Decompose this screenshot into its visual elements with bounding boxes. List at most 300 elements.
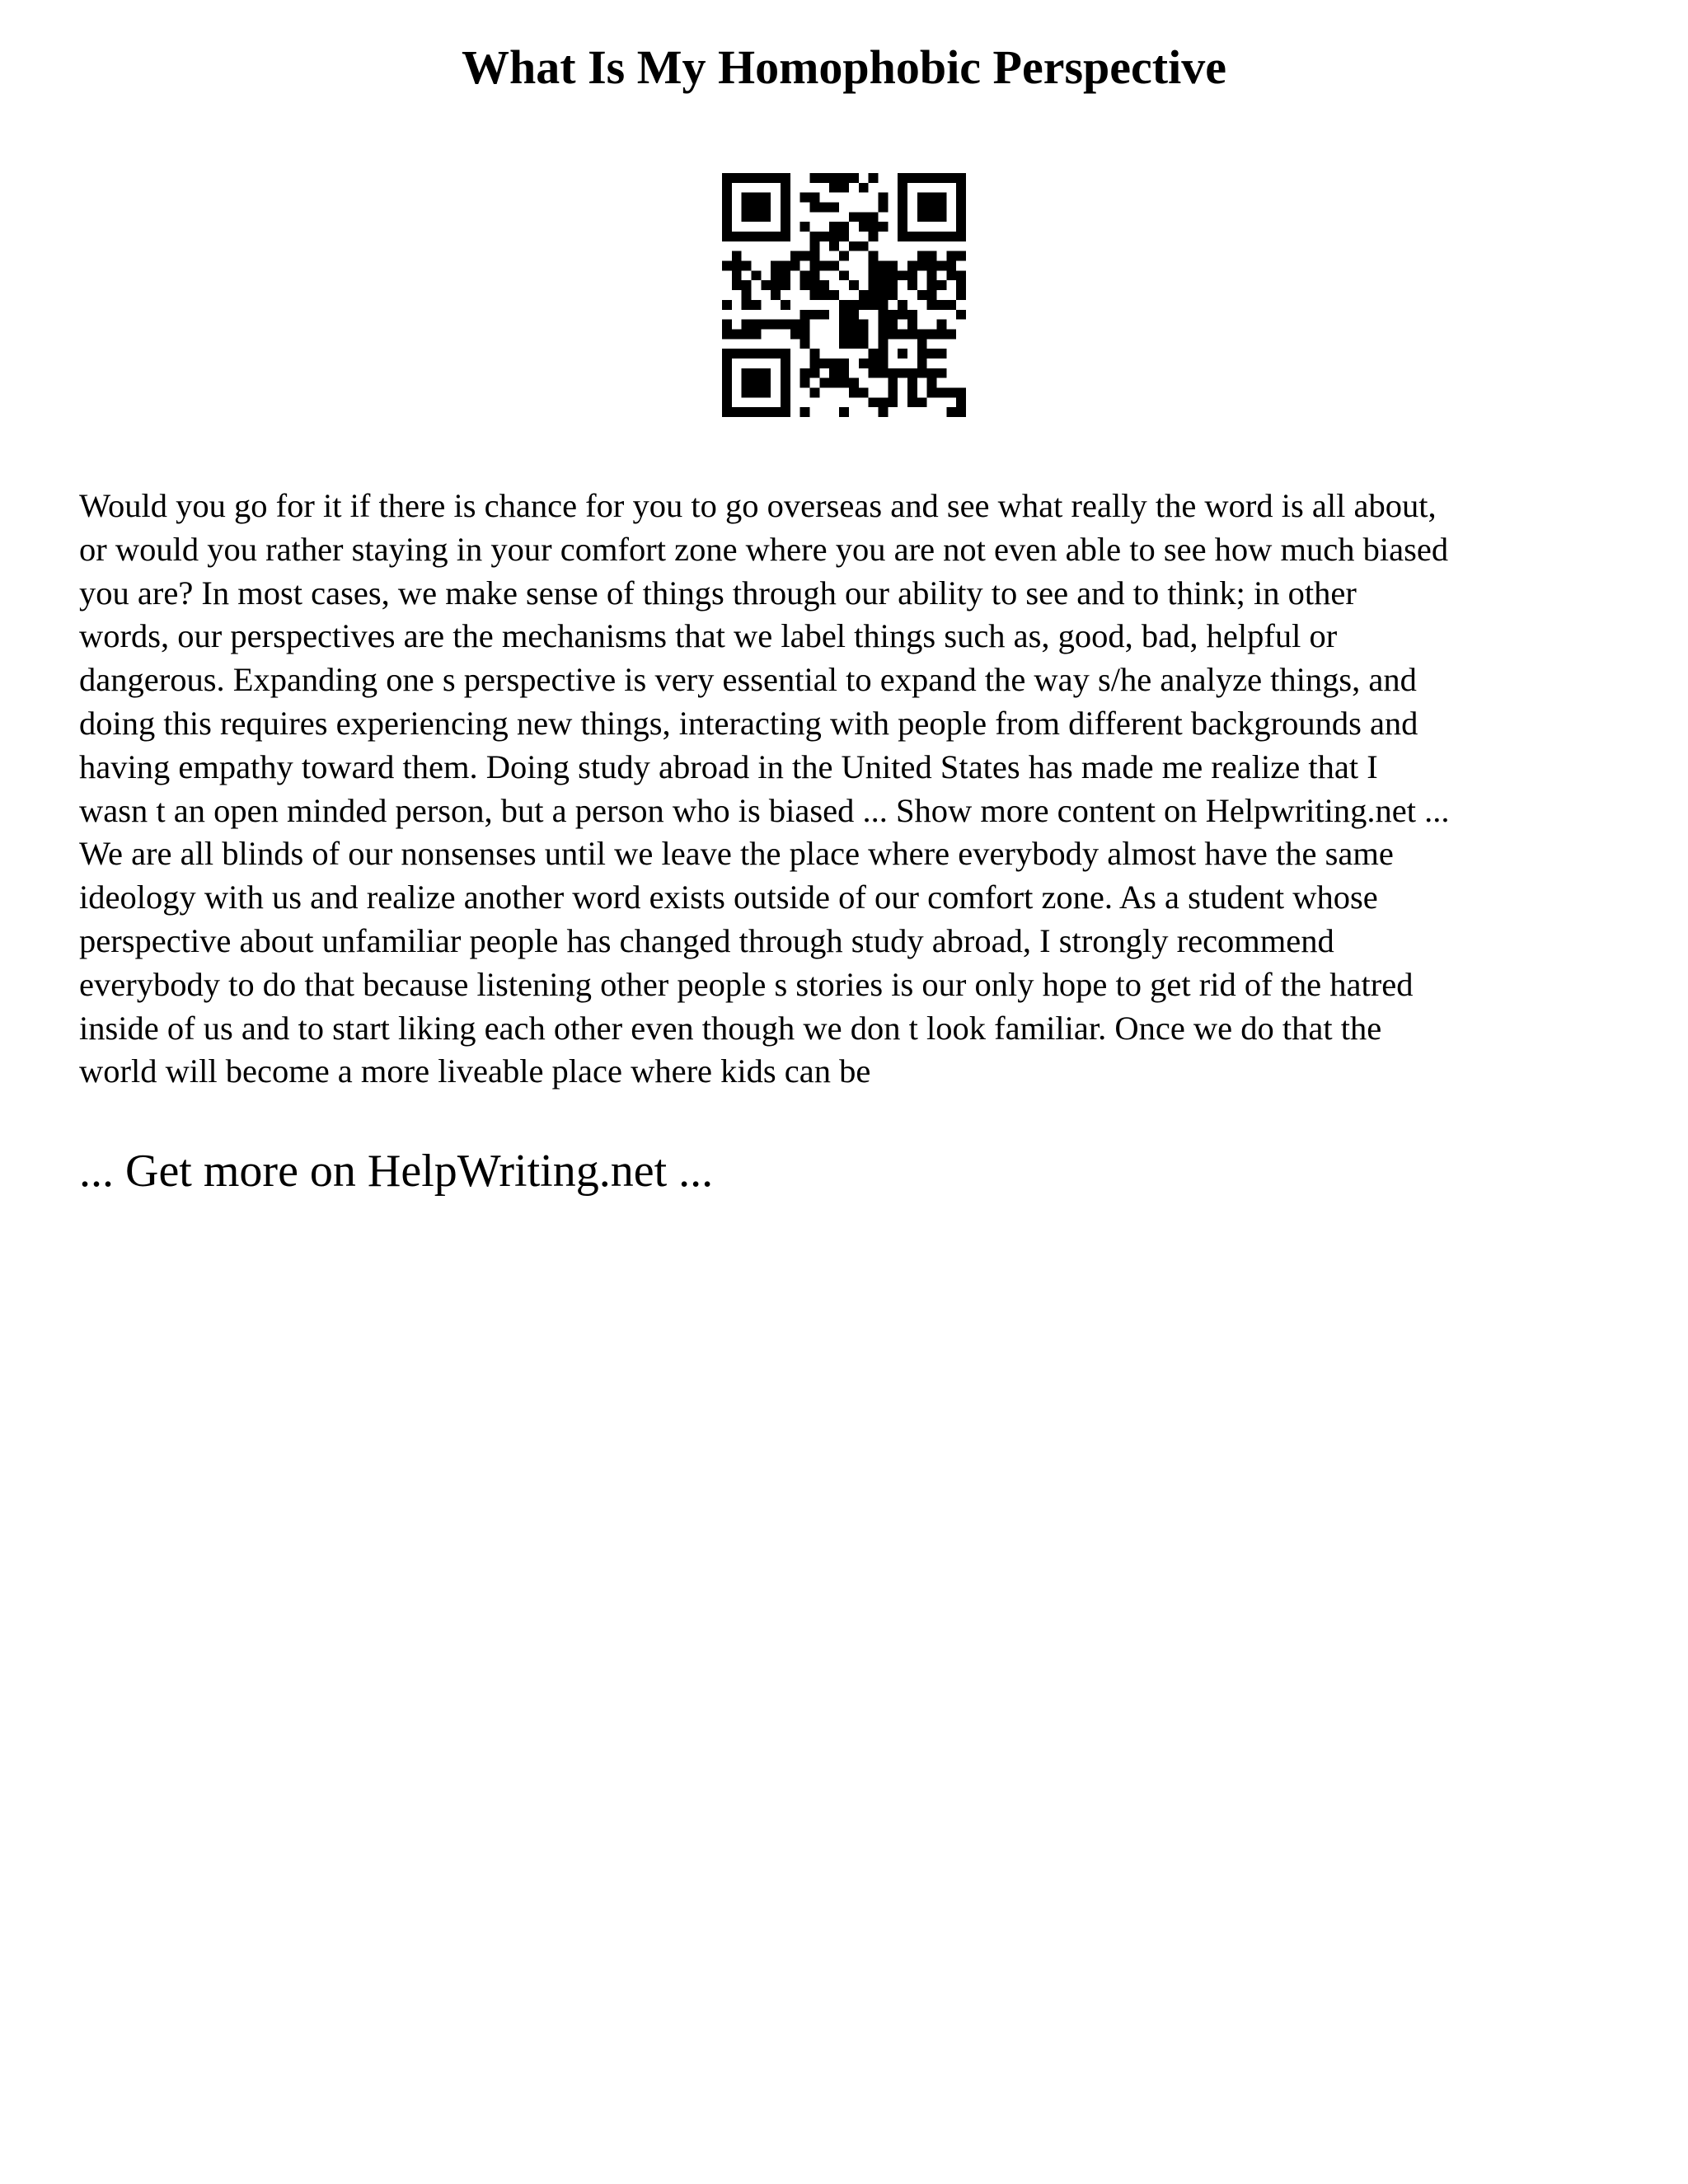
- qr-module: [917, 339, 927, 349]
- qr-module: [956, 290, 966, 300]
- qr-module: [849, 280, 859, 290]
- qr-module: [898, 300, 907, 310]
- qr-code-image: [722, 173, 966, 417]
- qr-module: [800, 222, 810, 232]
- qr-module: [859, 329, 869, 339]
- qr-module: [859, 320, 869, 330]
- qr-module: [752, 378, 762, 388]
- qr-module: [771, 290, 781, 300]
- qr-module: [810, 280, 820, 290]
- qr-module: [917, 173, 927, 183]
- qr-module: [927, 270, 937, 280]
- qr-module: [722, 320, 732, 330]
- qr-module: [888, 329, 898, 339]
- qr-module: [839, 173, 849, 183]
- qr-module: [936, 173, 946, 183]
- qr-module: [917, 251, 927, 261]
- qr-module: [752, 300, 762, 310]
- qr-module: [829, 368, 839, 378]
- qr-module: [839, 320, 849, 330]
- qr-module: [869, 359, 879, 368]
- qr-module: [878, 397, 888, 407]
- qr-module: [810, 368, 820, 378]
- qr-module: [946, 261, 956, 271]
- qr-module: [849, 320, 859, 330]
- qr-module: [907, 232, 917, 241]
- qr-module: [927, 193, 937, 203]
- qr-module: [956, 212, 966, 222]
- body-line: having empathy toward them. Doing study abroad in the United States has made me realize that I: [79, 748, 1378, 785]
- qr-module: [888, 387, 898, 397]
- qr-module: [898, 349, 907, 359]
- qr-module: [781, 368, 790, 378]
- qr-module: [869, 300, 879, 310]
- qr-module: [888, 290, 898, 300]
- qr-module: [878, 320, 888, 330]
- qr-module: [839, 222, 849, 232]
- qr-module: [781, 222, 790, 232]
- qr-module: [722, 173, 732, 183]
- qr-module: [869, 397, 879, 407]
- qr-module: [946, 407, 956, 417]
- qr-module: [819, 310, 829, 320]
- qr-module: [936, 232, 946, 241]
- qr-module: [752, 329, 762, 339]
- qr-module: [781, 349, 790, 359]
- qr-module: [771, 280, 781, 290]
- qr-module: [859, 359, 869, 368]
- qr-module: [761, 387, 771, 397]
- qr-module: [956, 387, 966, 397]
- qr-module: [800, 280, 810, 290]
- qr-module: [936, 212, 946, 222]
- qr-module: [781, 397, 790, 407]
- body-line: doing this requires experiencing new things, interacting with people from different backgrounds and: [79, 704, 1418, 742]
- qr-module: [888, 320, 898, 330]
- qr-module: [761, 320, 771, 330]
- qr-module: [869, 349, 879, 359]
- qr-module: [800, 378, 810, 388]
- qr-code: [722, 173, 966, 417]
- qr-module: [946, 232, 956, 241]
- qr-module: [742, 232, 752, 241]
- qr-module: [869, 280, 879, 290]
- qr-module: [771, 261, 781, 271]
- qr-module: [917, 261, 927, 271]
- qr-module: [907, 378, 917, 388]
- qr-module: [859, 222, 869, 232]
- qr-module: [878, 300, 888, 310]
- qr-module: [878, 270, 888, 280]
- qr-module: [819, 173, 829, 183]
- qr-module: [927, 173, 937, 183]
- qr-module: [849, 378, 859, 388]
- qr-module: [722, 212, 732, 222]
- qr-module: [956, 251, 966, 261]
- qr-module: [878, 310, 888, 320]
- qr-module: [907, 280, 917, 290]
- qr-module: [956, 270, 966, 280]
- qr-module: [956, 203, 966, 213]
- qr-module: [878, 193, 888, 203]
- qr-module: [742, 349, 752, 359]
- qr-module: [829, 359, 839, 368]
- qr-module: [732, 329, 742, 339]
- qr-module: [888, 310, 898, 320]
- qr-module: [878, 203, 888, 213]
- qr-module: [839, 378, 849, 388]
- qr-module: [752, 203, 762, 213]
- qr-module: [907, 261, 917, 271]
- qr-module: [956, 183, 966, 193]
- qr-module: [829, 290, 839, 300]
- qr-module: [732, 173, 742, 183]
- qr-module: [781, 183, 790, 193]
- qr-module: [752, 349, 762, 359]
- qr-module: [956, 193, 966, 203]
- qr-module: [907, 310, 917, 320]
- body-line: perspective about unfamiliar people has changed through study abroad, I strongly recommend: [79, 921, 1334, 959]
- qr-module: [781, 193, 790, 203]
- qr-module: [956, 173, 966, 183]
- qr-module: [878, 407, 888, 417]
- qr-module: [849, 329, 859, 339]
- qr-module: [829, 261, 839, 271]
- qr-module: [742, 387, 752, 397]
- qr-module: [722, 368, 732, 378]
- body-line: everybody to do that because listening other people s stories is our only hope to get rid of the hatred: [79, 965, 1414, 1003]
- qr-module: [898, 193, 907, 203]
- qr-module: [888, 368, 898, 378]
- qr-module: [917, 349, 927, 359]
- qr-module: [761, 173, 771, 183]
- qr-module: [761, 378, 771, 388]
- qr-module: [849, 212, 859, 222]
- qr-module: [761, 280, 771, 290]
- qr-module: [742, 329, 752, 339]
- qr-module: [819, 232, 829, 241]
- qr-module: [790, 261, 800, 271]
- qr-module: [878, 261, 888, 271]
- qr-module: [917, 290, 927, 300]
- qr-module: [732, 251, 742, 261]
- qr-module: [878, 368, 888, 378]
- qr-module: [742, 203, 752, 213]
- qr-module: [761, 212, 771, 222]
- qr-module: [742, 300, 752, 310]
- qr-module: [732, 349, 742, 359]
- qr-module: [829, 241, 839, 251]
- qr-module: [732, 280, 742, 290]
- qr-module: [898, 222, 907, 232]
- qr-module: [859, 290, 869, 300]
- body-line: words, our perspectives are the mechanisms that we label things such as, good, bad, helpful or: [79, 617, 1338, 655]
- qr-module: [810, 173, 820, 183]
- qr-module: [898, 203, 907, 213]
- qr-module: [790, 251, 800, 261]
- qr-module: [742, 320, 752, 330]
- qr-module: [722, 222, 732, 232]
- qr-module: [936, 349, 946, 359]
- qr-module: [927, 378, 937, 388]
- qr-module: [927, 349, 937, 359]
- qr-module: [819, 378, 829, 388]
- qr-module: [849, 310, 859, 320]
- qr-module: [722, 203, 732, 213]
- qr-module: [917, 193, 927, 203]
- qr-module: [936, 387, 946, 397]
- qr-module: [869, 270, 879, 280]
- qr-module: [722, 232, 732, 241]
- qr-module: [888, 270, 898, 280]
- qr-module: [752, 270, 762, 280]
- body-line: dangerous. Expanding one s perspective is very essential to expand the way s/he analyze things, and: [79, 661, 1417, 699]
- qr-module: [829, 222, 839, 232]
- qr-module: [732, 407, 742, 417]
- qr-module: [742, 368, 752, 378]
- qr-module: [732, 270, 742, 280]
- qr-module: [936, 193, 946, 203]
- qr-module: [946, 173, 956, 183]
- qr-module: [800, 270, 810, 280]
- qr-module: [781, 203, 790, 213]
- qr-module: [722, 183, 732, 193]
- qr-module: [790, 320, 800, 330]
- qr-module: [722, 378, 732, 388]
- qr-module: [917, 203, 927, 213]
- qr-module: [907, 270, 917, 280]
- qr-module: [829, 378, 839, 388]
- qr-module: [917, 359, 927, 368]
- qr-module: [839, 368, 849, 378]
- qr-module: [742, 378, 752, 388]
- qr-module: [839, 270, 849, 280]
- qr-module: [829, 183, 839, 193]
- qr-module: [742, 173, 752, 183]
- qr-module: [869, 261, 879, 271]
- qr-module: [849, 339, 859, 349]
- qr-module: [771, 407, 781, 417]
- qr-module: [752, 320, 762, 330]
- qr-module: [859, 300, 869, 310]
- body-line: inside of us and to start liking each other even though we don t look familiar. Once we do that the: [79, 1009, 1382, 1047]
- qr-module: [810, 241, 820, 251]
- qr-module: [936, 280, 946, 290]
- qr-module: [878, 339, 888, 349]
- qr-module: [761, 232, 771, 241]
- qr-module: [800, 368, 810, 378]
- qr-module: [752, 387, 762, 397]
- qr-module: [869, 232, 879, 241]
- qr-module: [732, 232, 742, 241]
- qr-module: [936, 203, 946, 213]
- qr-module: [869, 251, 879, 261]
- qr-module: [878, 329, 888, 339]
- qr-module: [742, 212, 752, 222]
- qr-module: [742, 407, 752, 417]
- qr-module: [839, 359, 849, 368]
- qr-module: [878, 359, 888, 368]
- qr-module: [839, 251, 849, 261]
- qr-module: [907, 329, 917, 339]
- qr-module: [859, 241, 869, 251]
- qr-module: [810, 251, 820, 261]
- get-more-link[interactable]: ... Get more on HelpWriting.net ...: [79, 1146, 714, 1197]
- qr-module: [946, 300, 956, 310]
- qr-module: [927, 251, 937, 261]
- qr-module: [956, 397, 966, 407]
- qr-module: [888, 280, 898, 290]
- qr-module: [927, 212, 937, 222]
- qr-module: [742, 290, 752, 300]
- qr-module: [810, 387, 820, 397]
- qr-module: [936, 368, 946, 378]
- qr-module: [907, 387, 917, 397]
- qr-module: [800, 339, 810, 349]
- body-line: you are? In most cases, we make sense of things through our ability to see and to think; in other: [79, 574, 1357, 612]
- qr-module: [869, 222, 879, 232]
- qr-module: [771, 232, 781, 241]
- qr-module: [810, 203, 820, 213]
- qr-module: [819, 290, 829, 300]
- qr-module: [917, 212, 927, 222]
- qr-module: [927, 300, 937, 310]
- qr-module: [800, 329, 810, 339]
- qr-module: [917, 329, 927, 339]
- qr-module: [722, 329, 732, 339]
- qr-module: [800, 251, 810, 261]
- qr-module: [722, 359, 732, 368]
- qr-module: [859, 212, 869, 222]
- qr-module: [956, 222, 966, 232]
- qr-module: [722, 349, 732, 359]
- qr-module: [771, 270, 781, 280]
- qr-module: [722, 193, 732, 203]
- qr-module: [781, 232, 790, 241]
- qr-module: [839, 232, 849, 241]
- qr-module: [771, 349, 781, 359]
- qr-module: [771, 320, 781, 330]
- qr-module: [800, 193, 810, 203]
- body-line: world will become a more liveable place where kids can be: [79, 1052, 871, 1090]
- qr-module: [956, 310, 966, 320]
- qr-module: [839, 300, 849, 310]
- qr-module: [810, 359, 820, 368]
- body-paragraph: [79, 485, 1629, 1094]
- qr-module: [781, 173, 790, 183]
- qr-module: [869, 212, 879, 222]
- qr-module: [849, 300, 859, 310]
- qr-module: [917, 397, 927, 407]
- qr-module: [839, 183, 849, 193]
- qr-module: [781, 261, 790, 271]
- qr-module: [859, 339, 869, 349]
- qr-module: [761, 368, 771, 378]
- qr-module: [810, 290, 820, 300]
- qr-module: [898, 310, 907, 320]
- qr-module: [781, 359, 790, 368]
- qr-module: [898, 368, 907, 378]
- qr-module: [927, 232, 937, 241]
- qr-module: [946, 387, 956, 397]
- qr-module: [761, 203, 771, 213]
- qr-module: [752, 193, 762, 203]
- qr-module: [829, 203, 839, 213]
- qr-module: [849, 387, 859, 397]
- qr-module: [781, 320, 790, 330]
- page-title: What Is My Homophobic Perspective: [462, 40, 1226, 94]
- qr-module: [869, 290, 879, 300]
- qr-module: [800, 310, 810, 320]
- qr-module: [752, 407, 762, 417]
- qr-module: [722, 407, 732, 417]
- qr-module: [839, 329, 849, 339]
- qr-module: [810, 232, 820, 241]
- body-line: wasn t an open minded person, but a person who is biased ... Show more content on Helpwriting.net ...: [79, 791, 1450, 829]
- qr-module: [781, 300, 790, 310]
- qr-module: [781, 212, 790, 222]
- qr-module: [956, 407, 966, 417]
- qr-module: [742, 280, 752, 290]
- qr-module: [878, 280, 888, 290]
- qr-module: [849, 241, 859, 251]
- qr-module: [927, 280, 937, 290]
- qr-module: [761, 407, 771, 417]
- body-line: ideology with us and realize another word exists outside of our comfort zone. As a student whose: [79, 879, 1378, 916]
- qr-module: [936, 300, 946, 310]
- qr-module: [907, 397, 917, 407]
- qr-module: [781, 270, 790, 280]
- qr-module: [839, 339, 849, 349]
- qr-module: [761, 193, 771, 203]
- qr-module: [810, 193, 820, 203]
- qr-module: [956, 232, 966, 241]
- qr-module: [781, 378, 790, 388]
- qr-module: [849, 173, 859, 183]
- qr-module: [927, 261, 937, 271]
- qr-module: [781, 387, 790, 397]
- qr-module: [810, 261, 820, 271]
- qr-module: [819, 203, 829, 213]
- qr-module: [907, 173, 917, 183]
- body-line: or would you rather staying in your comfort zone where you are not even able to see how much biased: [79, 530, 1449, 568]
- qr-module: [927, 387, 937, 397]
- qr-module: [722, 397, 732, 407]
- qr-module: [752, 173, 762, 183]
- qr-module: [888, 378, 898, 388]
- qr-module: [956, 280, 966, 290]
- qr-module: [839, 407, 849, 417]
- body-line: Would you go for it if there is chance for you to go overseas and see what really the word is all about,: [79, 487, 1437, 524]
- qr-module: [752, 212, 762, 222]
- qr-module: [927, 290, 937, 300]
- qr-module: [936, 320, 946, 330]
- qr-module: [752, 368, 762, 378]
- qr-module: [888, 397, 898, 407]
- qr-module: [819, 280, 829, 290]
- qr-module: [722, 300, 732, 310]
- qr-module: [771, 173, 781, 183]
- qr-module: [927, 329, 937, 339]
- qr-module: [907, 368, 917, 378]
- qr-module: [936, 261, 946, 271]
- qr-module: [752, 232, 762, 241]
- qr-module: [927, 203, 937, 213]
- qr-module: [898, 212, 907, 222]
- qr-module: [917, 368, 927, 378]
- qr-module: [819, 261, 829, 271]
- qr-module: [946, 270, 956, 280]
